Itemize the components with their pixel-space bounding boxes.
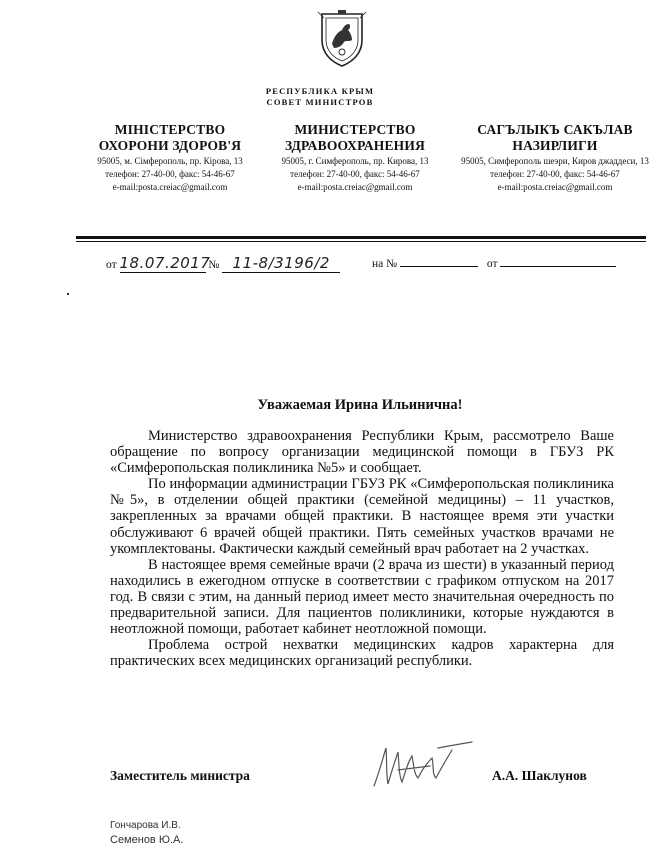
paragraph: В настоящее время семейные врачи (2 врача из шести) в указанный период находились в ежегодном отпуске в соответствии с графиком отпуском на 2017 год. В связи с этим, на данный период имеет место значительная очередность по предварительной записи. Для пациентов поликлиники, которые нуждаются в неотложной помощи, работает кабинет неотложной помощи. bbox=[110, 556, 614, 638]
ministry-name-line1: МІНІСТЕРСТВО bbox=[114, 122, 226, 137]
council-label: СОВЕТ МИНИСТРОВ bbox=[266, 97, 374, 107]
paragraph: Проблема острой нехватки медицинских кадров характерна для практических всех медицинских организаций республики. bbox=[110, 637, 614, 670]
date-field bbox=[119, 254, 211, 273]
paragraph: По информации администрации ГБУЗ РК «Симферопольская поликлиника №5», в отделении общей практики (семейной медицины) – 11 участков, закрепленных за врачами общей практики. В настоящее время эти участки обслуживают 6 врачей общей практики. Пять семейных участков врачами не укомплектованы. Фактически каждый семейный врач работает на 2 участках. bbox=[110, 476, 614, 557]
reply-from-label: от bbox=[486, 258, 498, 270]
paragraph: Министерство здравоохранения Республики Крым, рассмотрело Ваше обращение по вопросу организации медицинской помощи в ГБУЗ РК «Симферопольская поликлиника №5» и сообщает. bbox=[110, 428, 614, 477]
executor-name: Семенов Ю.А. bbox=[110, 834, 184, 846]
ministry-address: 95005, м. Сімферополь, пр. Кірова, 13 bbox=[97, 156, 243, 166]
number-prefix: № bbox=[208, 259, 220, 271]
ministry-email: e-mail:posta.creiac@gmail.com bbox=[497, 182, 613, 192]
reply-number-blank bbox=[400, 254, 478, 267]
letter-body bbox=[110, 428, 614, 669]
signatory-role: Заместитель министра bbox=[110, 768, 250, 783]
ministry-name-line2: НАЗИРЛИГИ bbox=[512, 138, 598, 153]
ministry-email: e-mail:posta.creiac@gmail.com bbox=[297, 182, 413, 192]
ministry-phone: телефон: 27-40-00, факс: 54-46-67 bbox=[105, 169, 235, 179]
ministry-phone: телефон: 27-40-00, факс: 54-46-67 bbox=[490, 169, 620, 179]
handwritten-date: 18.07.2017 bbox=[119, 254, 211, 272]
handwritten-signature bbox=[368, 740, 478, 792]
ministry-ukrainian bbox=[70, 122, 270, 193]
ministry-address: 95005, Симферополь шеэри, Киров джаддеси, 13 bbox=[461, 156, 649, 166]
ministry-email: e-mail:posta.creiac@gmail.com bbox=[112, 182, 228, 192]
letterhead-divider-thin bbox=[76, 241, 646, 242]
ministry-name-line2: ОХОРОНИ ЗДОРОВ'Я bbox=[98, 138, 242, 153]
from-prefix: от bbox=[106, 259, 117, 271]
handwritten-number: 11-8/3196/2 bbox=[232, 254, 330, 272]
executor-name: Гончарова И.В. bbox=[110, 820, 181, 831]
reply-to-label: на № bbox=[372, 258, 398, 270]
ministry-crimean-tatar bbox=[440, 122, 670, 193]
ministry-name-line2: ЗДРАВООХРАНЕНИЯ bbox=[284, 138, 426, 153]
ministry-russian bbox=[270, 122, 440, 193]
signatory-name: А.А. Шаклунов bbox=[492, 768, 587, 783]
reply-registration bbox=[372, 254, 616, 270]
ministry-address: 95005, г. Симферополь, пр. Кирова, 13 bbox=[281, 156, 429, 166]
ministry-name-line1: САГЪЛЫКЪ САКЪЛАВ bbox=[477, 122, 633, 137]
stray-mark bbox=[67, 293, 69, 295]
ministry-phone: телефон: 27-40-00, факс: 54-46-67 bbox=[290, 169, 420, 179]
ministry-name-line1: МИНИСТЕРСТВО bbox=[294, 122, 416, 137]
number-field bbox=[222, 254, 340, 273]
salutation: Уважаемая Ирина Ильинична! bbox=[257, 397, 463, 413]
letterhead-divider bbox=[76, 236, 646, 239]
outgoing-registration bbox=[106, 254, 340, 273]
reply-date-blank bbox=[500, 254, 616, 267]
crimea-coat-of-arms-icon bbox=[316, 10, 368, 68]
republic-label: РЕСПУБЛИКА КРЫМ bbox=[265, 86, 375, 96]
